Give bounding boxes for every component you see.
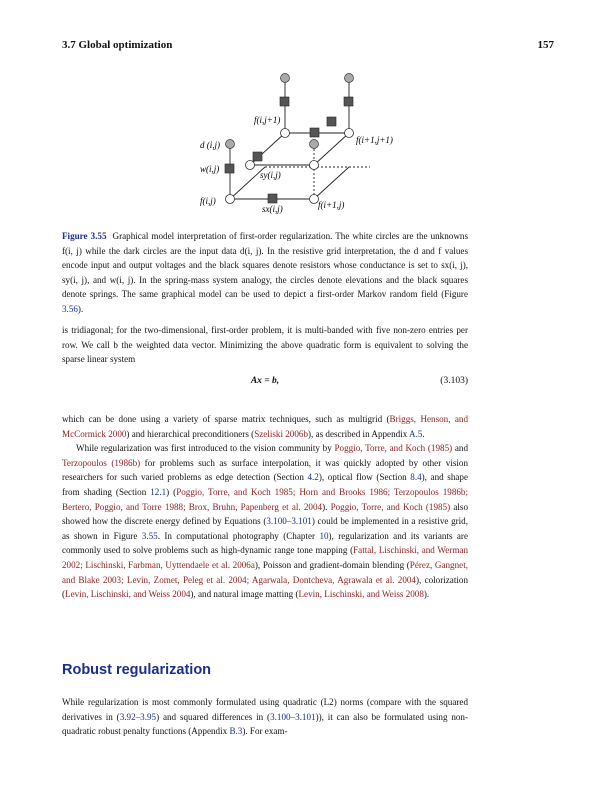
running-header xyxy=(62,39,554,55)
spring-square xyxy=(253,152,262,161)
paragraph: which can be done using a variety of sparse matrix techniques, such as multigrid (Briggs, Henson, and McCormick 2000) and hierarchical preconditioners (Szeliski 2006b), as described in Appendix A.5. While regularization was first introduced to the vision community by Poggio, Torre, and Koch (1985) and Terzopoulos (1986b) for problems such as surface interpolation, it was quickly adopted by other vision researchers for such varied problems as edge detection (Section 4.2), optical flow (Section 8.4), and shape from shading (Section 12.1) (Poggio, Torre, and Koch 1985; Horn and Brooks 1986; Terzopoulos 1986b; Bertero, Poggio, and Torre 1988; Brox, Bruhn, Papenberg et al. 2004). Poggio, Torre, and Koch (1985) also showed how the discrete energy defined by Equations (3.100–3.101) could be implemented in a resistive grid, as shown in Figure 3.55. In computational photography (Chapter 10), regularization and its variants are commonly used to solve problems such as high-dynamic range tone mapping (Fattal, Lischinski, and Werman 2002; Lischinski, Farbman, Uyttendaele et al. 2006a), Poisson and gradient-domain blending (Pérez, Gangnet, and Blake 2003; Levin, Zomet, Peleg et al. 2004; Agarwala, Dontcheva, Agrawala et al. 2004), colorization (Levin, Lischinski, and Weiss 2004), and natural image matting (Levin, Lischinski, and Weiss 2008). xyxy=(62,412,468,602)
label-sx-ij: sx(i,j) xyxy=(262,204,283,214)
unknown-circle xyxy=(246,161,255,170)
data-circle xyxy=(281,74,290,83)
citation-link[interactable]: Terzopoulos (1986b) xyxy=(62,457,141,468)
label-f-i1-j1: f(i+1,j+1) xyxy=(356,135,393,145)
paragraph: While regularization was first introduced to the vision community by Poggio, Torre, and Koch (1985) and Terzopoulos (1986b) for problems such as surface interpolation, it was quickly adopted by other vision researchers for such varied problems as edge detection (Section 4.2), optical flow (Section 8.4), and shape from shading (Section 12.1) (Poggio, Torre, and Koch 1985; Horn and Brooks 1986; Terzopoulos 1986b; Bertero, Poggio, and Torre 1988; Brox, Bruhn, Papenberg et al. 2004). Poggio, Torre, and Koch (1985) also showed how the discrete energy defined by Equations (3.100–3.101) could be implemented in a resistive grid, as shown in Figure 3.55. In computational photography (Chapter 10), regularization and its variants are commonly used to solve problems such as high-dynamic range tone mapping (Fattal, Lischinski, and Werman 2002; Lischinski, Farbman, Uyttendaele et al. 2006a), Poisson and gradient-domain blending (Pérez, Gangnet, and Blake 2003; Levin, Zomet, Peleg et al. 2004; Agarwala, Dontcheva, Agrawala et al. 2004), colorization (Levin, Lischinski, and Weiss 2004), and natural image matting (Levin, Lischinski, and Weiss 2008). xyxy=(62,443,469,600)
equation-link[interactable]: 3.92–3.95 xyxy=(119,711,157,722)
label-f-i1-j: f(i+1,j) xyxy=(318,200,345,210)
citation-link[interactable]: Poggio, Torre, and Koch (1985) xyxy=(330,501,451,512)
citation-link[interactable]: Levin, Lischinski, and Weiss 2004 xyxy=(65,589,191,600)
equation-link[interactable]: 3.100–3.101 xyxy=(270,711,316,722)
figure-link[interactable]: 3.55 xyxy=(141,530,158,541)
section-link[interactable]: 8.4 xyxy=(410,472,422,483)
citation-link[interactable]: Briggs, Henson, and McCormick 2000 xyxy=(62,414,468,439)
spring-square xyxy=(280,97,289,106)
page-number: 157 xyxy=(537,39,554,51)
data-circle xyxy=(345,74,354,83)
section-heading: Robust regularization xyxy=(62,662,212,678)
unknown-circle xyxy=(281,129,290,138)
appendix-link[interactable]: A.5 xyxy=(409,428,423,439)
section-link[interactable]: 4.2 xyxy=(307,472,319,483)
unknown-circle xyxy=(345,129,354,138)
spring-square xyxy=(344,97,353,106)
data-circle xyxy=(310,140,319,149)
equation-number: (3.103) xyxy=(440,376,468,386)
citation-link[interactable]: Poggio, Torre, and Koch 1985; Horn and Brooks 1986; Terzopoulos 1986b; Bertero, Poggio, and Torre 1988; Brox, Bruhn, Papenberg et al. 2004 xyxy=(62,486,468,512)
spring-square xyxy=(310,128,319,137)
appendix-link[interactable]: B.3 xyxy=(229,726,243,737)
citation-link[interactable]: Szeliski 2006b xyxy=(254,428,308,439)
chapter-link[interactable]: 10 xyxy=(319,530,329,541)
spring-square xyxy=(225,164,234,173)
spring-square xyxy=(268,194,277,203)
spring-square xyxy=(327,117,336,126)
header-section: 3.7 Global optimization xyxy=(62,39,173,51)
equation-3-103 xyxy=(62,376,468,392)
unknown-circle xyxy=(310,161,319,170)
equation-link[interactable]: 3.100–3.101 xyxy=(266,516,312,527)
citation-link[interactable]: Levin, Lischinski, and Weiss 2008 xyxy=(298,589,424,600)
section-link[interactable]: 12.1 xyxy=(150,486,167,497)
label-w-ij: w(i,j) xyxy=(200,164,220,174)
label-f-ij: f(i,j) xyxy=(200,196,216,206)
caption-label: Figure 3.55 xyxy=(62,231,107,241)
edge xyxy=(314,133,349,165)
figure-caption: Figure 3.55 Graphical model interpretation of first-order regularization. The white circles are the unknowns f(i, j) while the dark circles are the input data d(i, j). In the resistive grid interpretation, the d and f values encode input and output voltages and the black squares denote resistors whose conductance is set to sx(i, j), sy(i, j), and w(i, j). In the spring-mass system analogy, the circles denote elevations and the black squares denote springs. The same graphical model can be used to depict a first-order Markov random field (Figure 3.56). xyxy=(62,231,468,314)
caption-text: Graphical model interpretation of first-order regularization. The white circles are the unknowns f(i, j) while the dark circles are the input data d(i, j). In the resistive grid interpretation, the d and f values encode input and output voltages and the black squares denote resistors whose conductance is set to sx(i, j), sy(i, j), and w(i, j). In the spring-mass system analogy, the circles denote elevations and the black squares denote springs. The same graphical model can be used to depict a first-order Markov random field (Figure xyxy=(62,231,468,300)
label-f-i-j1: f(i,j+1) xyxy=(254,115,281,125)
paragraph: While regularization is most commonly formulated using quadratic (L2) norms (compare with the squared derivatives in (3.92–3.95) and squared differences in (3.100–3.101)), it can also be formulated using non-quadratic robust penalty functions (Appendix B.3). For exam- xyxy=(62,697,469,737)
unknown-circle xyxy=(226,195,235,204)
edge xyxy=(314,167,349,199)
label-d-ij: d (i,j) xyxy=(200,140,220,150)
caption-figure-link[interactable]: 3.56 xyxy=(62,303,78,314)
figure-graphical-model xyxy=(190,66,430,216)
citation-link[interactable]: Poggio, Torre, and Koch (1985) xyxy=(334,443,453,454)
label-sy-ij: sy(i,j) xyxy=(260,170,281,180)
citation-link[interactable]: Fattal, Lischinski, and Werman 2002; Lischinski, Farbman, Uyttendaele et al. 2006a xyxy=(62,545,468,570)
data-circle xyxy=(226,140,235,149)
equation-math: Ax = b, xyxy=(250,376,280,386)
citation-link[interactable]: Pérez, Gangnet, and Blake 2003; Levin, Zomet, Peleg et al. 2004; Agarwala, Dontcheva, Agrawala et al. 2004 xyxy=(62,559,468,585)
paragraph: is tridiagonal; for the two-dimensional, first-order problem, it is multi-banded with five non-zero entries per row. We call b the weighted data vector. Minimizing the above quadratic form is equivalent to solving the sparse linear system xyxy=(62,325,468,365)
